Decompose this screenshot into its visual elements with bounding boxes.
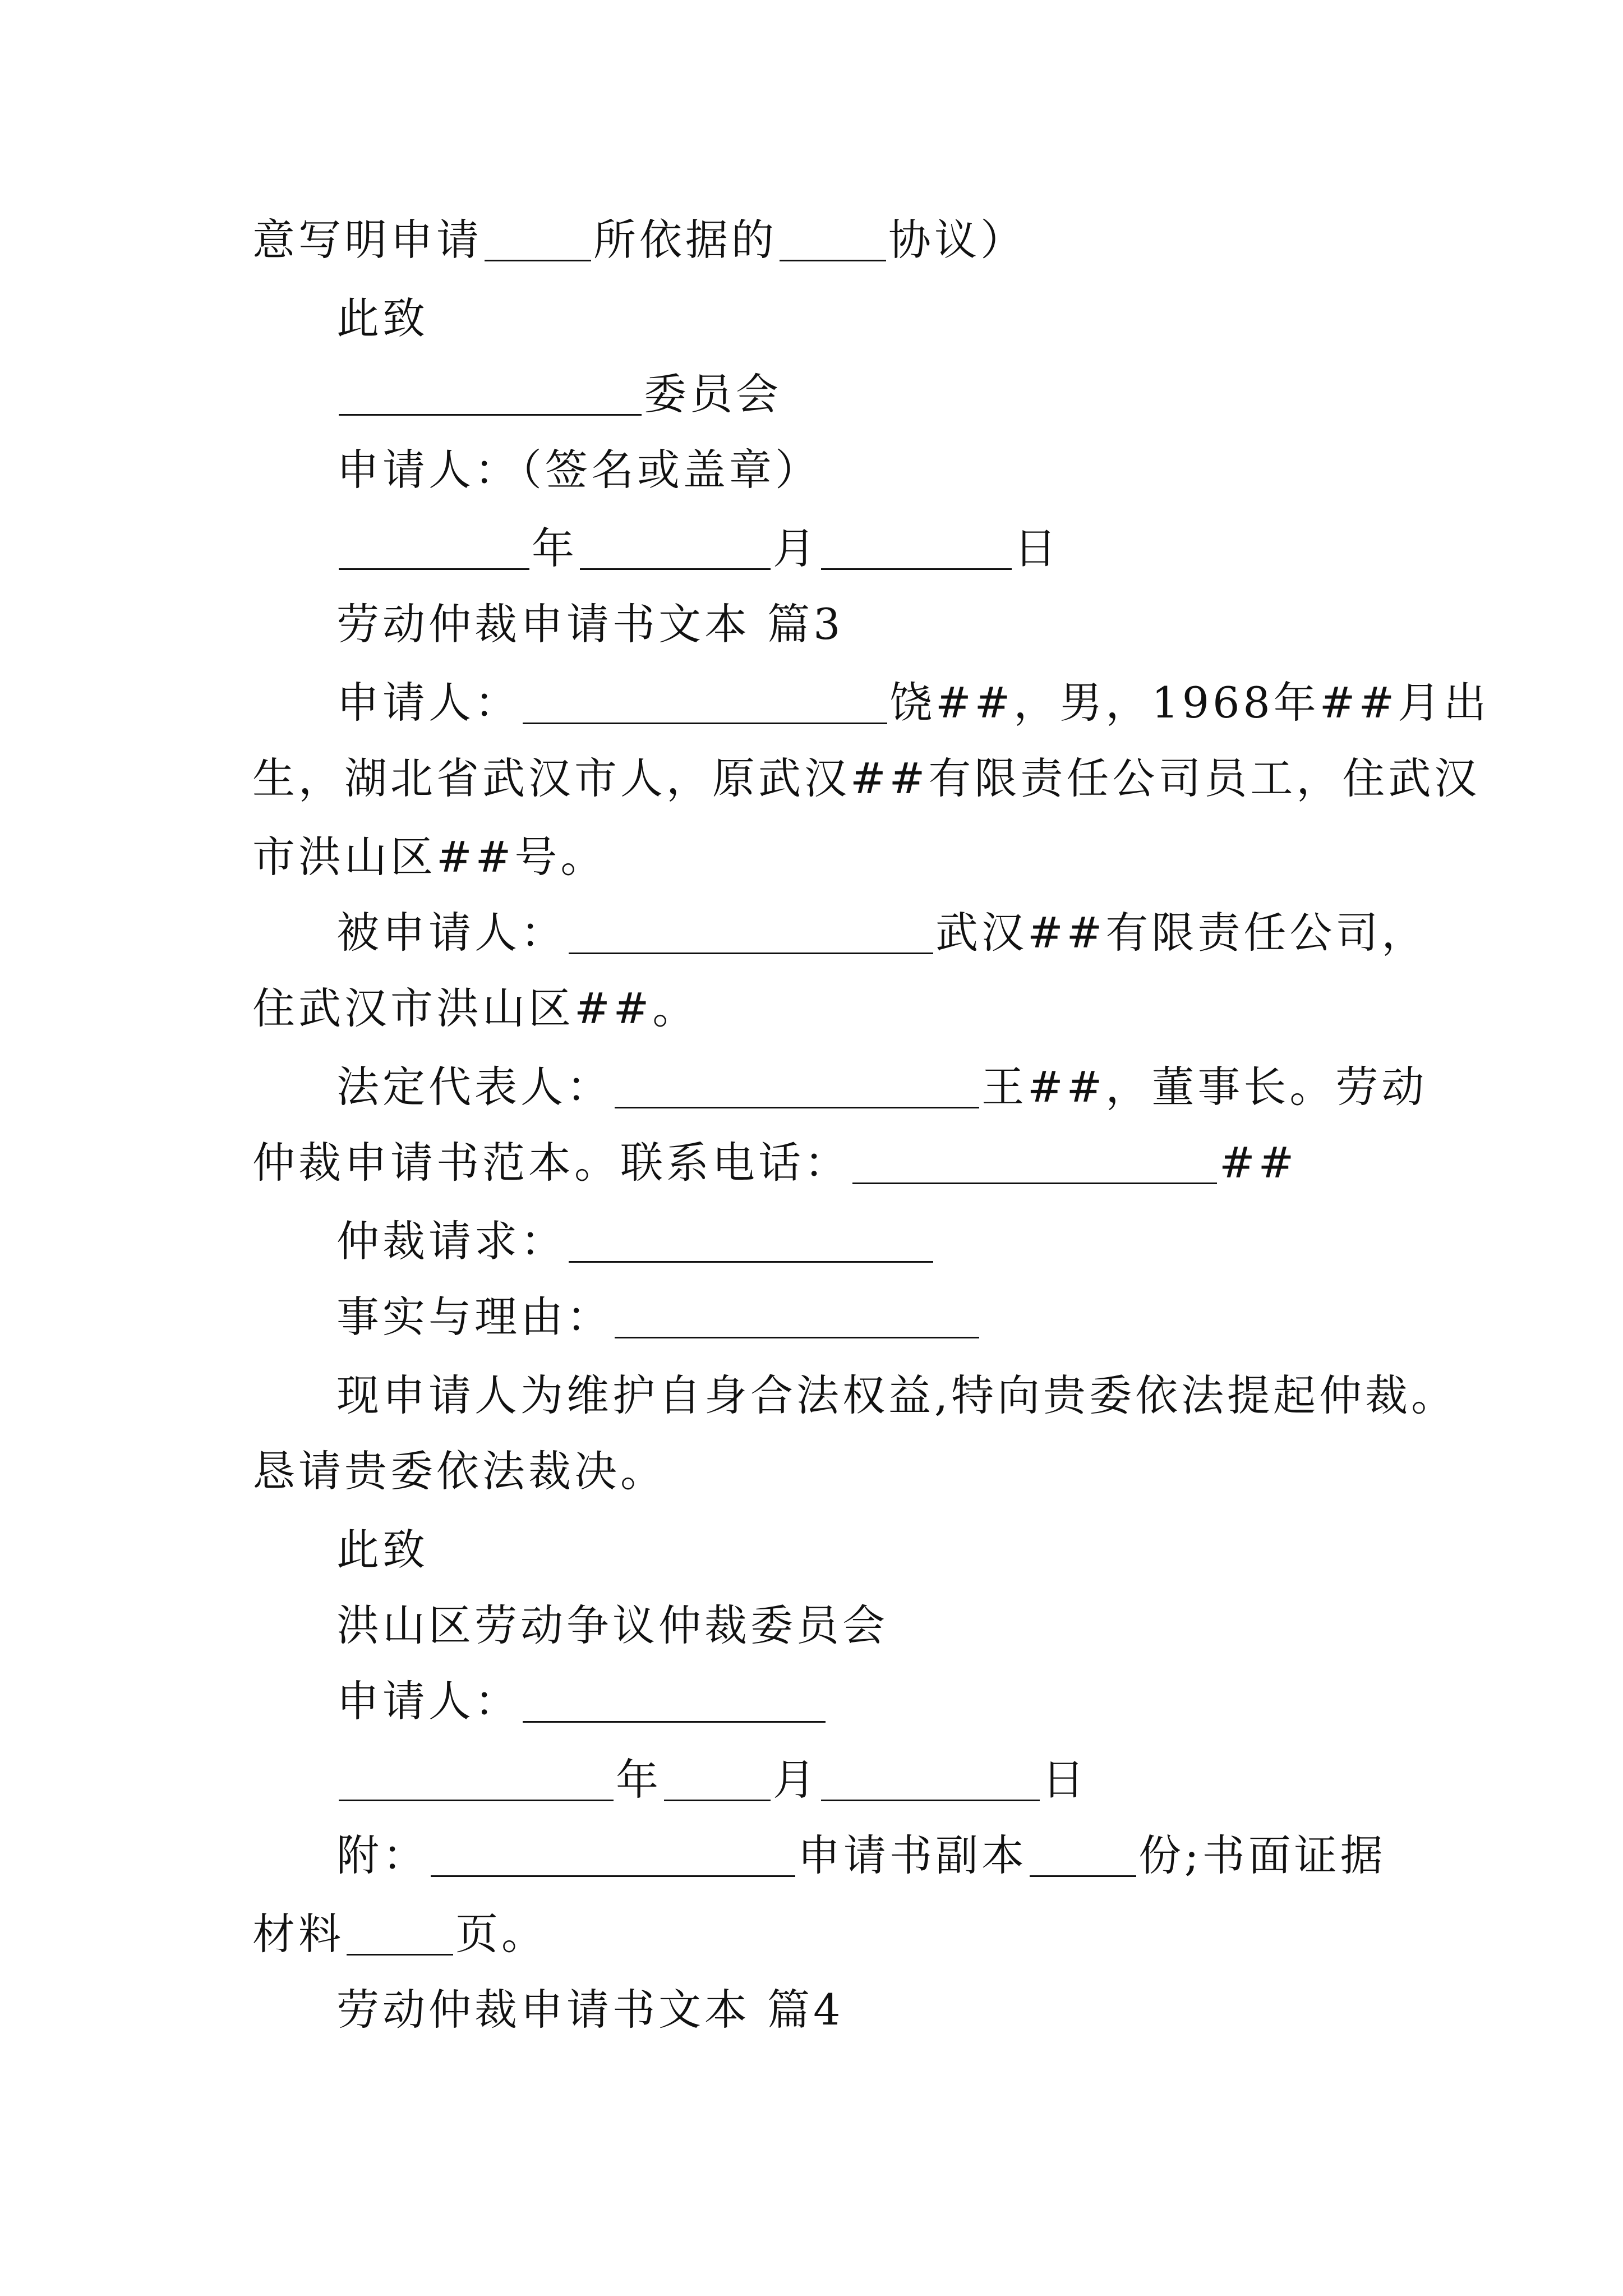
fill-blank[interactable]	[780, 220, 886, 261]
text-segment: 武汉##有限责任公司，	[935, 908, 1428, 958]
signature-line: 申请人：（签名或盖章）	[336, 445, 821, 495]
text-segment: 申请人：	[336, 678, 520, 728]
text-segment: 仲裁请求：	[336, 1216, 566, 1266]
text-line	[336, 369, 782, 419]
text-line	[252, 215, 1026, 265]
section-heading: 劳动仲裁申请书文本 篇3	[336, 599, 844, 649]
salutation: 此致	[336, 1525, 428, 1575]
committee-name: 洪山区劳动争议仲裁委员会	[336, 1600, 888, 1650]
text-segment: 被申请人：	[336, 908, 566, 958]
text-segment: 仲裁申请书范本。联系电话：	[252, 1138, 850, 1188]
text-segment: 份;书面证据	[1138, 1830, 1386, 1880]
text-line: 市洪山区##号。	[252, 832, 607, 882]
fill-blank[interactable]	[485, 220, 591, 261]
text-segment: 材料	[252, 1909, 344, 1959]
fill-blank[interactable]	[821, 529, 1012, 570]
month-label: 月	[773, 523, 819, 573]
fill-blank[interactable]	[523, 1682, 826, 1723]
day-label: 日	[1042, 1755, 1088, 1805]
text-segment: 申请书副本	[797, 1830, 1027, 1880]
fill-blank[interactable]	[615, 1068, 979, 1108]
text-segment: ##	[1219, 1138, 1298, 1188]
text-line	[336, 678, 1490, 728]
day-label: 日	[1014, 523, 1060, 573]
fill-blank[interactable]	[339, 1760, 614, 1801]
section-heading: 劳动仲裁申请书文本 篇4	[336, 1985, 844, 2035]
text-segment: 王##，董事长。劳动	[981, 1062, 1428, 1112]
text-segment: 饶##，男，1968年##月出	[889, 678, 1490, 728]
text-line: 住武汉市洪山区##。	[252, 983, 699, 1033]
text-line	[336, 908, 1428, 958]
fill-blank[interactable]	[347, 1915, 453, 1955]
salutation: 此致	[336, 293, 428, 343]
text-segment: 所依据的	[593, 215, 777, 265]
fill-blank[interactable]	[523, 683, 887, 724]
text-segment: 协议）	[888, 215, 1026, 265]
signature-line	[336, 1676, 828, 1726]
text-line: 现申请人为维护自身合法权益,特向贵委依法提起仲裁。	[336, 1370, 1458, 1420]
year-label: 年	[616, 1755, 662, 1805]
fill-blank[interactable]	[580, 529, 771, 570]
date-line	[336, 1755, 1088, 1805]
text-line	[336, 1216, 935, 1266]
year-label: 年	[532, 523, 578, 573]
fill-blank[interactable]	[664, 1760, 771, 1801]
text-line	[336, 1830, 1386, 1880]
fill-blank[interactable]	[431, 1836, 795, 1877]
fill-blank[interactable]	[569, 1222, 933, 1263]
month-label: 月	[773, 1755, 819, 1805]
text-line	[336, 1062, 1428, 1112]
text-segment: 法定代表人：	[336, 1062, 612, 1112]
text-segment: 委员会	[644, 369, 782, 419]
text-segment: 附：	[336, 1830, 428, 1880]
text-segment: 申请人：	[336, 1676, 520, 1726]
text-line	[252, 1909, 547, 1959]
text-segment: 事实与理由：	[336, 1292, 612, 1342]
text-segment: 页。	[455, 1909, 547, 1959]
fill-blank[interactable]	[339, 529, 529, 570]
text-line	[252, 1138, 1298, 1188]
text-segment: 意写明申请	[252, 215, 482, 265]
date-line	[336, 523, 1060, 573]
text-line	[336, 1292, 981, 1342]
fill-blank[interactable]	[852, 1143, 1217, 1184]
fill-blank[interactable]	[615, 1297, 979, 1338]
text-line: 恳请贵委依法裁决。	[252, 1446, 666, 1496]
fill-blank[interactable]	[821, 1760, 1040, 1801]
text-line: 生，湖北省武汉市人，原武汉##有限责任公司员工，住武汉	[252, 753, 1481, 803]
fill-blank[interactable]	[1030, 1836, 1136, 1877]
fill-blank[interactable]	[569, 913, 933, 954]
fill-blank[interactable]	[339, 375, 642, 416]
